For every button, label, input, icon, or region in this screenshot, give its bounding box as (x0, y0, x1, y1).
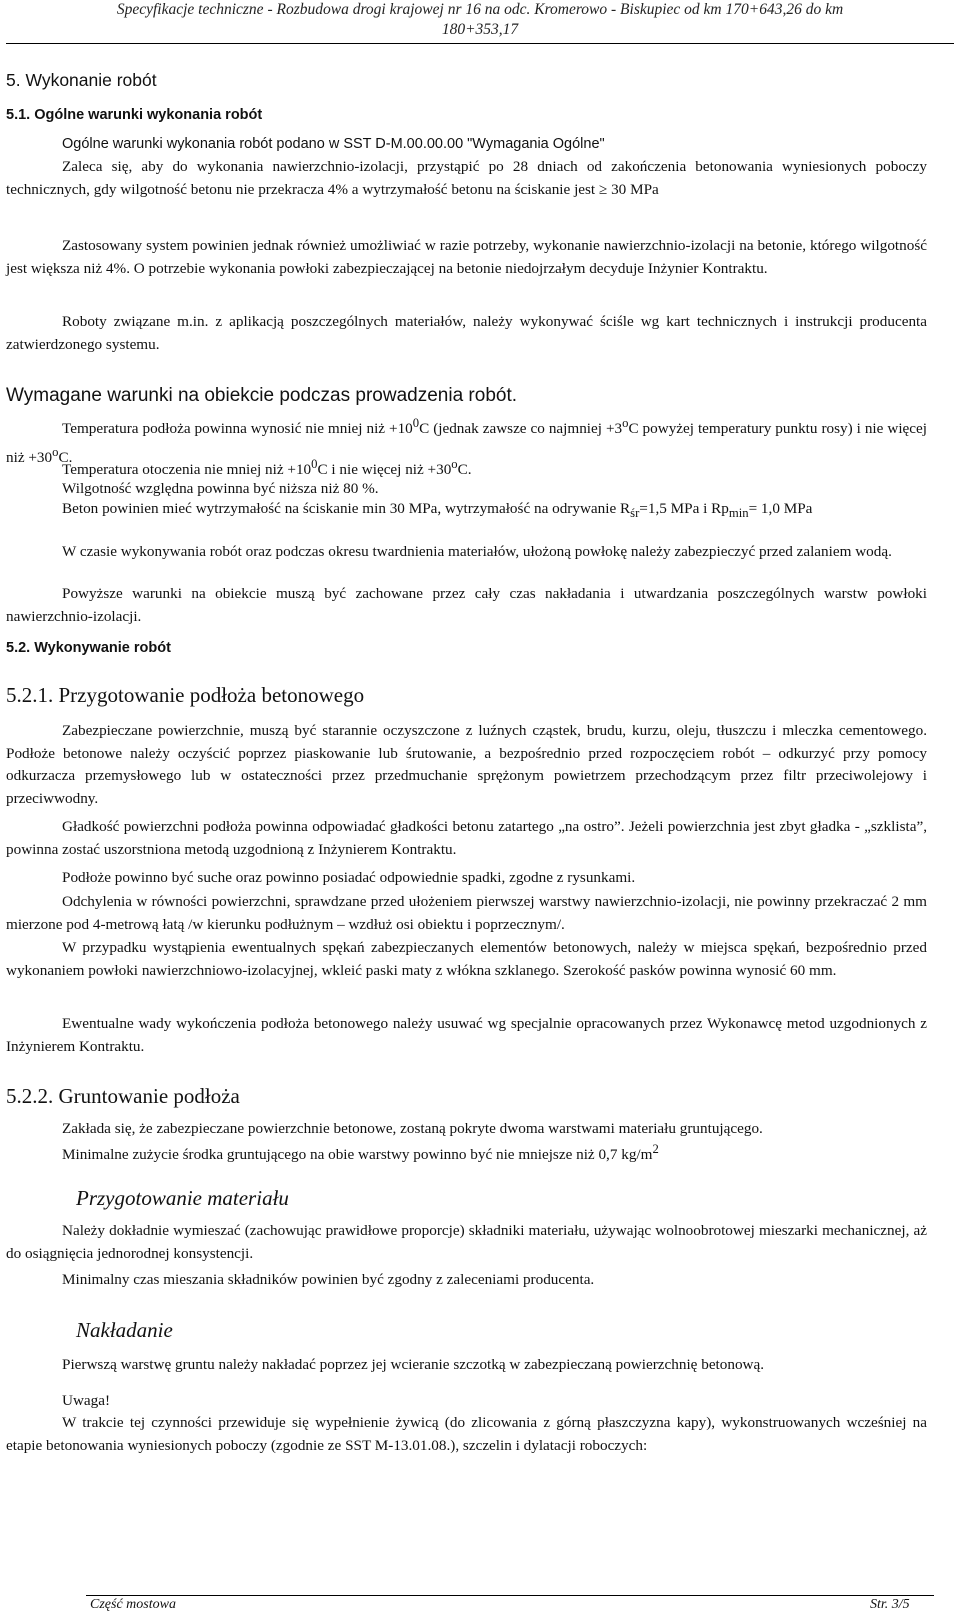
apply-paragraph-1: Pierwszą warstwę gruntu należy nakładać poprzez jej wcieranie szczotką w zabezpieczaną powierzchnię betonową. (62, 1356, 765, 1373)
sec522-paragraph-2: Minimalne zużycie środka gruntującego na obie warstwy powinno być nie mniejsze niż 0,7 $kg/m^2$ (62, 1142, 659, 1164)
header-rule (6, 43, 954, 44)
footer-page-number: Str. 3/5 (870, 1597, 910, 1612)
conditions-paragraph-4: Beton powinien mieć wytrzymałość na ściskanie min 30 MPa, wytrzymałość na odrywanie $R_{śr}=1,5$ MPa i $Rp_{min}= 1,0$ MPa (62, 500, 813, 521)
sec51-paragraph-4: Roboty związane m.in. z aplikacją poszczególnych materiałów, należy wykonywać ściśle wg kart technicznych i instrukcji producenta zatwierdzonego systemu. (6, 313, 927, 353)
sec51-paragraph-1: Ogólne warunki wykonania robót podano w SST D-M.00.00.00 "Wymagania Ogólne" (62, 136, 605, 152)
sec51-paragraph-3: Zastosowany system powinien jednak również umożliwiać w razie potrzeby, wykonanie nawierzchnio-izolacji na betonie, którego wilgotność jest większa niż 4%. O potrzebie wykonania powłoki zabezpieczającej na betonie niedojrzałym decyduje Inżynier Kontraktu. (6, 237, 927, 277)
conditions-paragraph-3: Wilgotność względna powinna być niższa niż 80 %. (62, 480, 379, 497)
conditions-paragraph-5: W czasie wykonywania robót oraz podczas okresu twardnienia materiałów, ułożoną powłokę należy zabezpieczyć przed zalaniem wodą. (62, 543, 892, 560)
prep-paragraph-2: Minimalny czas mieszania składników powinien być zgodny z zaleceniami producenta. (62, 1271, 595, 1288)
sec521-paragraph-6: Ewentualne wady wykończenia podłoża betonowego należy usuwać wg specjalnie opracowanych przez Wykonawcę metod uzgodnionych z Inżynierem Kontraktu. (6, 1015, 927, 1055)
conditions-heading: Wymagane warunki na obiekcie podczas prowadzenia robót. (6, 385, 518, 406)
sec521-paragraph-2: Gładkość powierzchni podłoża powinna odpowiadać gładkości betonu zatartego „na ostro”. Jeżeli powierzchnia jest zbyt gładka - „szklista”, powinna zostać uszorstniona metodą uzgodnioną z Inżynierem Kontraktu. (6, 818, 927, 858)
footer-rule (86, 1595, 934, 1596)
sec521-paragraph-3: Podłoże powinno być suche oraz powinno posiadać odpowiednie spadki, zgodne z rysunkami. (62, 869, 636, 886)
prep-paragraph-1: Należy dokładnie wymieszać (zachowując prawidłowe proporcje) składniki materiału, używając wolnoobrotowej mieszarki mechanicznej, aż do osiągnięcia jednorodnej konsystencji. (6, 1222, 927, 1262)
header-line-1: Specyfikacje techniczne - Rozbudowa drogi krajowej nr 16 na odc. Kromerowo - Biskupiec od km 170+643,26 do km (116, 1, 844, 18)
section-5-2-1-heading: 5.2.1. Przygotowanie podłoża betonowego (6, 683, 365, 707)
section-5-1-heading: 5.1. Ogólne warunki wykonania robót (6, 107, 263, 123)
sec522-paragraph-1: Zakłada się, że zabezpieczane powierzchnie betonowe, zostaną pokryte dwoma warstwami materiału gruntującego. (62, 1120, 763, 1137)
sec521-paragraph-1: Zabezpieczane powierzchnie, muszą być starannie oczyszczone z luźnych cząstek, brudu, kurzu, oleju, tłuszczu i mleczka cementowego. Podłoże betonowe należy oczyścić poprzez piaskowanie lub śrutowanie, a bezpośrednio przed rozpoczęciem robót – odkurzyć przy pomocy odkurzacza przemysłowego lub w ostateczności przez przedmuchanie sprężonym powietrzem przechodzącym przez filtr przeciwolejowy i przeciwwodny. (6, 722, 927, 807)
sec521-paragraph-5: W przypadku wystąpienia ewentualnych spękań zabezpieczanych elementów betonowych, należy w miejsca spękań, bezpośrednio przed wykonaniem powłoki nawierzchniowo-izolacyjnej, wkleić paski maty z włókna szklanego. Szerokość pasków powinna wynosić 60 mm. (6, 939, 927, 979)
running-header (0, 0, 960, 44)
prep-heading: Przygotowanie materiału (76, 1186, 289, 1210)
apply-paragraph-3: W trakcie tej czynności przewiduje się wypełnienie żywicą (do zlicowania z górną płaszczyzna kapy), wykonstruowanych wcześniej na etapie betonowania wyniesionych poboczy (zgodnie ze SST M-13.01.08.), szczelin i dylatacji roboczych: (6, 1414, 927, 1454)
footer-section-name: Część mostowa (90, 1597, 176, 1612)
apply-heading: Nakładanie (76, 1318, 173, 1342)
header-line-2: 180+353,17 (441, 21, 519, 38)
conditions-paragraph-6: Powyższe warunki na obiekcie muszą być zachowane przez cały czas nakładania i utwardzania poszczególnych warstw powłoki nawierzchnio-izolacji. (6, 585, 927, 625)
conditions-paragraph-1: Temperatura podłoża powinna wynosić nie mniej niż $+10^0C$ (jednak zawsze co najmniej $+3^oC$ powyżej temperatury punktu rosy) i nie więcej niż $+30^oC$. (6, 416, 927, 466)
section-5-heading: 5. Wykonanie robót (6, 70, 157, 90)
section-5-2-heading: 5.2. Wykonywanie robót (6, 640, 171, 656)
conditions-paragraph-2: Temperatura otoczenia nie mniej niż $+10^0C$ i nie więcej niż $+30^oC$. (62, 457, 472, 479)
section-5-2-2-heading: 5.2.2. Gruntowanie podłoża (6, 1084, 240, 1108)
apply-note-label: Uwaga! (62, 1392, 111, 1409)
sec51-paragraph-2: Zaleca się, aby do wykonania nawierzchnio-izolacji, przystąpić po 28 dniach od zakończenia betonowania wyniesionych poboczy technicznych, gdy wilgotność betonu nie przekracza 4% a wytrzymałość betonu na ściskanie jest ≥ 30 MPa (6, 158, 927, 198)
sec521-paragraph-4: Odchylenia w równości powierzchni, sprawdzane przed ułożeniem pierwszej warstwy nawierzchnio-izolacji, nie powinny przekraczać 2 mm mierzone pod 4-metrową łatą /w kierunku podłużnym – wzdłuż osi obiektu i poprzecznym/. (6, 893, 927, 933)
